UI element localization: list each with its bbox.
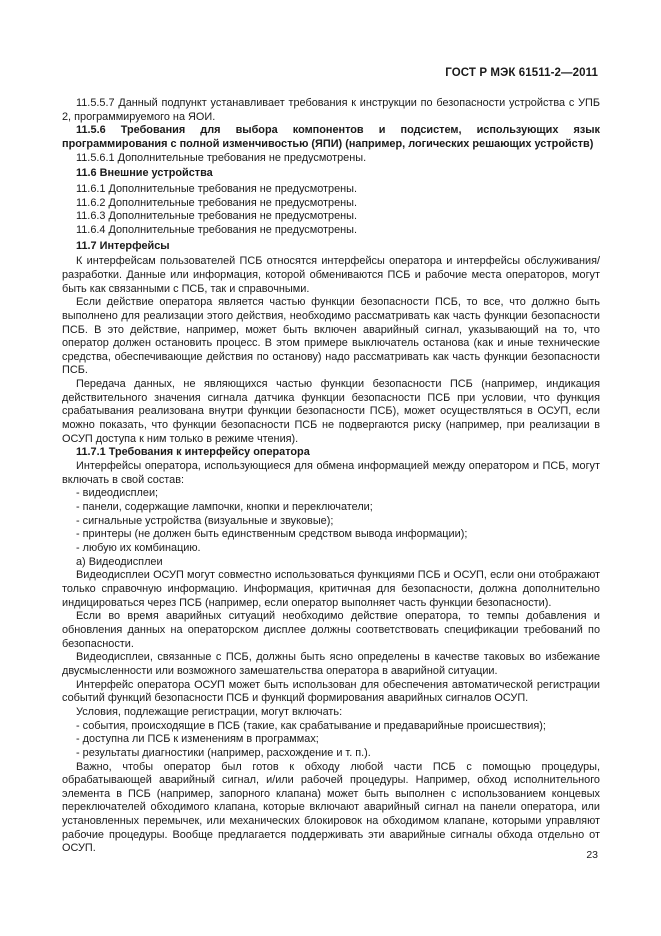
list-item: - события, происходящие в ПСБ (такие, как срабатывание и предаварийные происшествия);	[76, 719, 546, 732]
section-heading: 11.7 Интерфейсы	[76, 239, 170, 252]
section-heading: 11.6 Внешние устройства	[76, 167, 213, 180]
paragraph: 11.6.3 Дополнительные требования не предусмотрены.	[76, 210, 358, 223]
page-number: 23	[586, 849, 598, 861]
paragraph: Интерфейс оператора ОСУП может быть использован для обеспечения автоматической регистрации событий функций безопасности ПСБ и функций формирования аварийных сигналов ОСУП.	[62, 678, 600, 705]
paragraph: Видеодисплеи ОСУП могут совместно использоваться функциями ПСБ и ОСУП, если они отображают только справочную информацию. Информация, критичная для безопасности, должна дополнительно индицироваться через ПСБ (например, если оператор выполняет часть функции безопасности).	[62, 569, 600, 609]
list-item: - видеодисплеи;	[76, 487, 159, 500]
paragraph: 11.5.5.7 Данный подпункт устанавливает требования к инструкции по безопасности устройства с УПБ 2, программируемого на ЯОИ.	[62, 97, 600, 123]
section-heading: 11.5.6 Требования для выбора компонентов и подсистем, использующих язык программирования с полной изменчивостью (ЯПИ) (например, логических решающих устройств)	[62, 124, 600, 150]
paragraph: Важно, чтобы оператор был готов к обходу любой части ПСБ с помощью процедуры, обрабатывающей аварийный сигнал, и/или рабочей процедуры. Например, обход исполнительного элемента в ПСБ (например, запорного клапана) может быть выполнен с использованием концевых переключателей обходимого клапана, которые включают аварийный сигнал на панели оператора, или установленных перемычек, или механических блокировок на обходимом клапане, которыми управляют рабочие процедуры. Вообще предлагается поддерживать эти аварийные сигналы обхода отдельно от ОСУП.	[62, 760, 600, 855]
paragraph: К интерфейсам пользователей ПСБ относятся интерфейсы оператора и интерфейсы обслуживания/разработки. Данные или информация, которой обмениваются ПСБ и рабочие места операторов, могут быть как связанными с ПСБ, так и справочными.	[62, 255, 600, 295]
paragraph: 11.6.1 Дополнительные требования не предусмотрены.	[76, 182, 358, 195]
section-heading: 11.7.1 Требования к интерфейсу оператора	[76, 446, 310, 459]
list-item: а) Видеодисплеи	[76, 555, 163, 568]
list-item: - доступна ли ПСБ к изменениям в программах;	[76, 733, 319, 746]
paragraph: Передача данных, не являющихся частью функции безопасности ПСБ (например, индикация действительного значения сигнала датчика функции безопасности ПСБ при условии, что функция срабатывания реализована внутри функции безопасности ПСБ), может осуществляться в ОСУП, если можно показать, что функции безопасности ПСБ не подвергаются риску (например, при реализации в ОСУП доступа к ним только в режиме чтения).	[62, 378, 600, 445]
list-item: - сигнальные устройства (визуальные и звуковые);	[76, 514, 334, 527]
document-body	[62, 97, 600, 856]
paragraph: 11.5.6.1 Дополнительные требования не предусмотрены.	[76, 151, 367, 164]
list-item: - любую их комбинацию.	[76, 542, 201, 554]
list-item: - принтеры (не должен быть единственным средством вывода информации);	[76, 528, 468, 541]
list-item: - панели, содержащие лампочки, кнопки и переключатели;	[76, 501, 373, 514]
paragraph: Видеодисплеи, связанные с ПСБ, должны быть ясно определены в качестве таковых во избежание двусмысленности или возможного замешательства оператора в аварийной ситуации.	[62, 651, 600, 677]
paragraph: Интерфейсы оператора, использующиеся для обмена информацией между оператором и ПСБ, могут включать в свой состав:	[62, 460, 600, 486]
paragraph: 11.6.4 Дополнительные требования не предусмотрены.	[76, 223, 358, 236]
list-item: - результаты диагностики (например, расхождение и т. п.).	[76, 746, 371, 759]
paragraph: Если действие оператора является частью функции безопасности ПСБ, то все, что должно быть выполнено для реализации этого действия, необходимо рассматривать как часть функции безопасности ПСБ. В это действие, например, может быть включен аварийный сигнал, указывающий на то, что оператор должен остановить процесс. В этом примере выключатель останова (как и иные технические средства, обеспечивающие действия по останову) надо рассматривать как часть функции безопасности ПСБ.	[62, 296, 600, 377]
document-header: ГОСТ Р МЭК 61511-2—2011	[445, 67, 598, 79]
paragraph: Если во время аварийных ситуаций необходимо действие оператора, то темпы добавления и обновления данных на операторском дисплее должны соответствовать спецификации требований по безопасности.	[62, 610, 600, 650]
paragraph: 11.6.2 Дополнительные требования не предусмотрены.	[76, 196, 358, 209]
paragraph: Условия, подлежащие регистрации, могут включать:	[76, 705, 343, 718]
